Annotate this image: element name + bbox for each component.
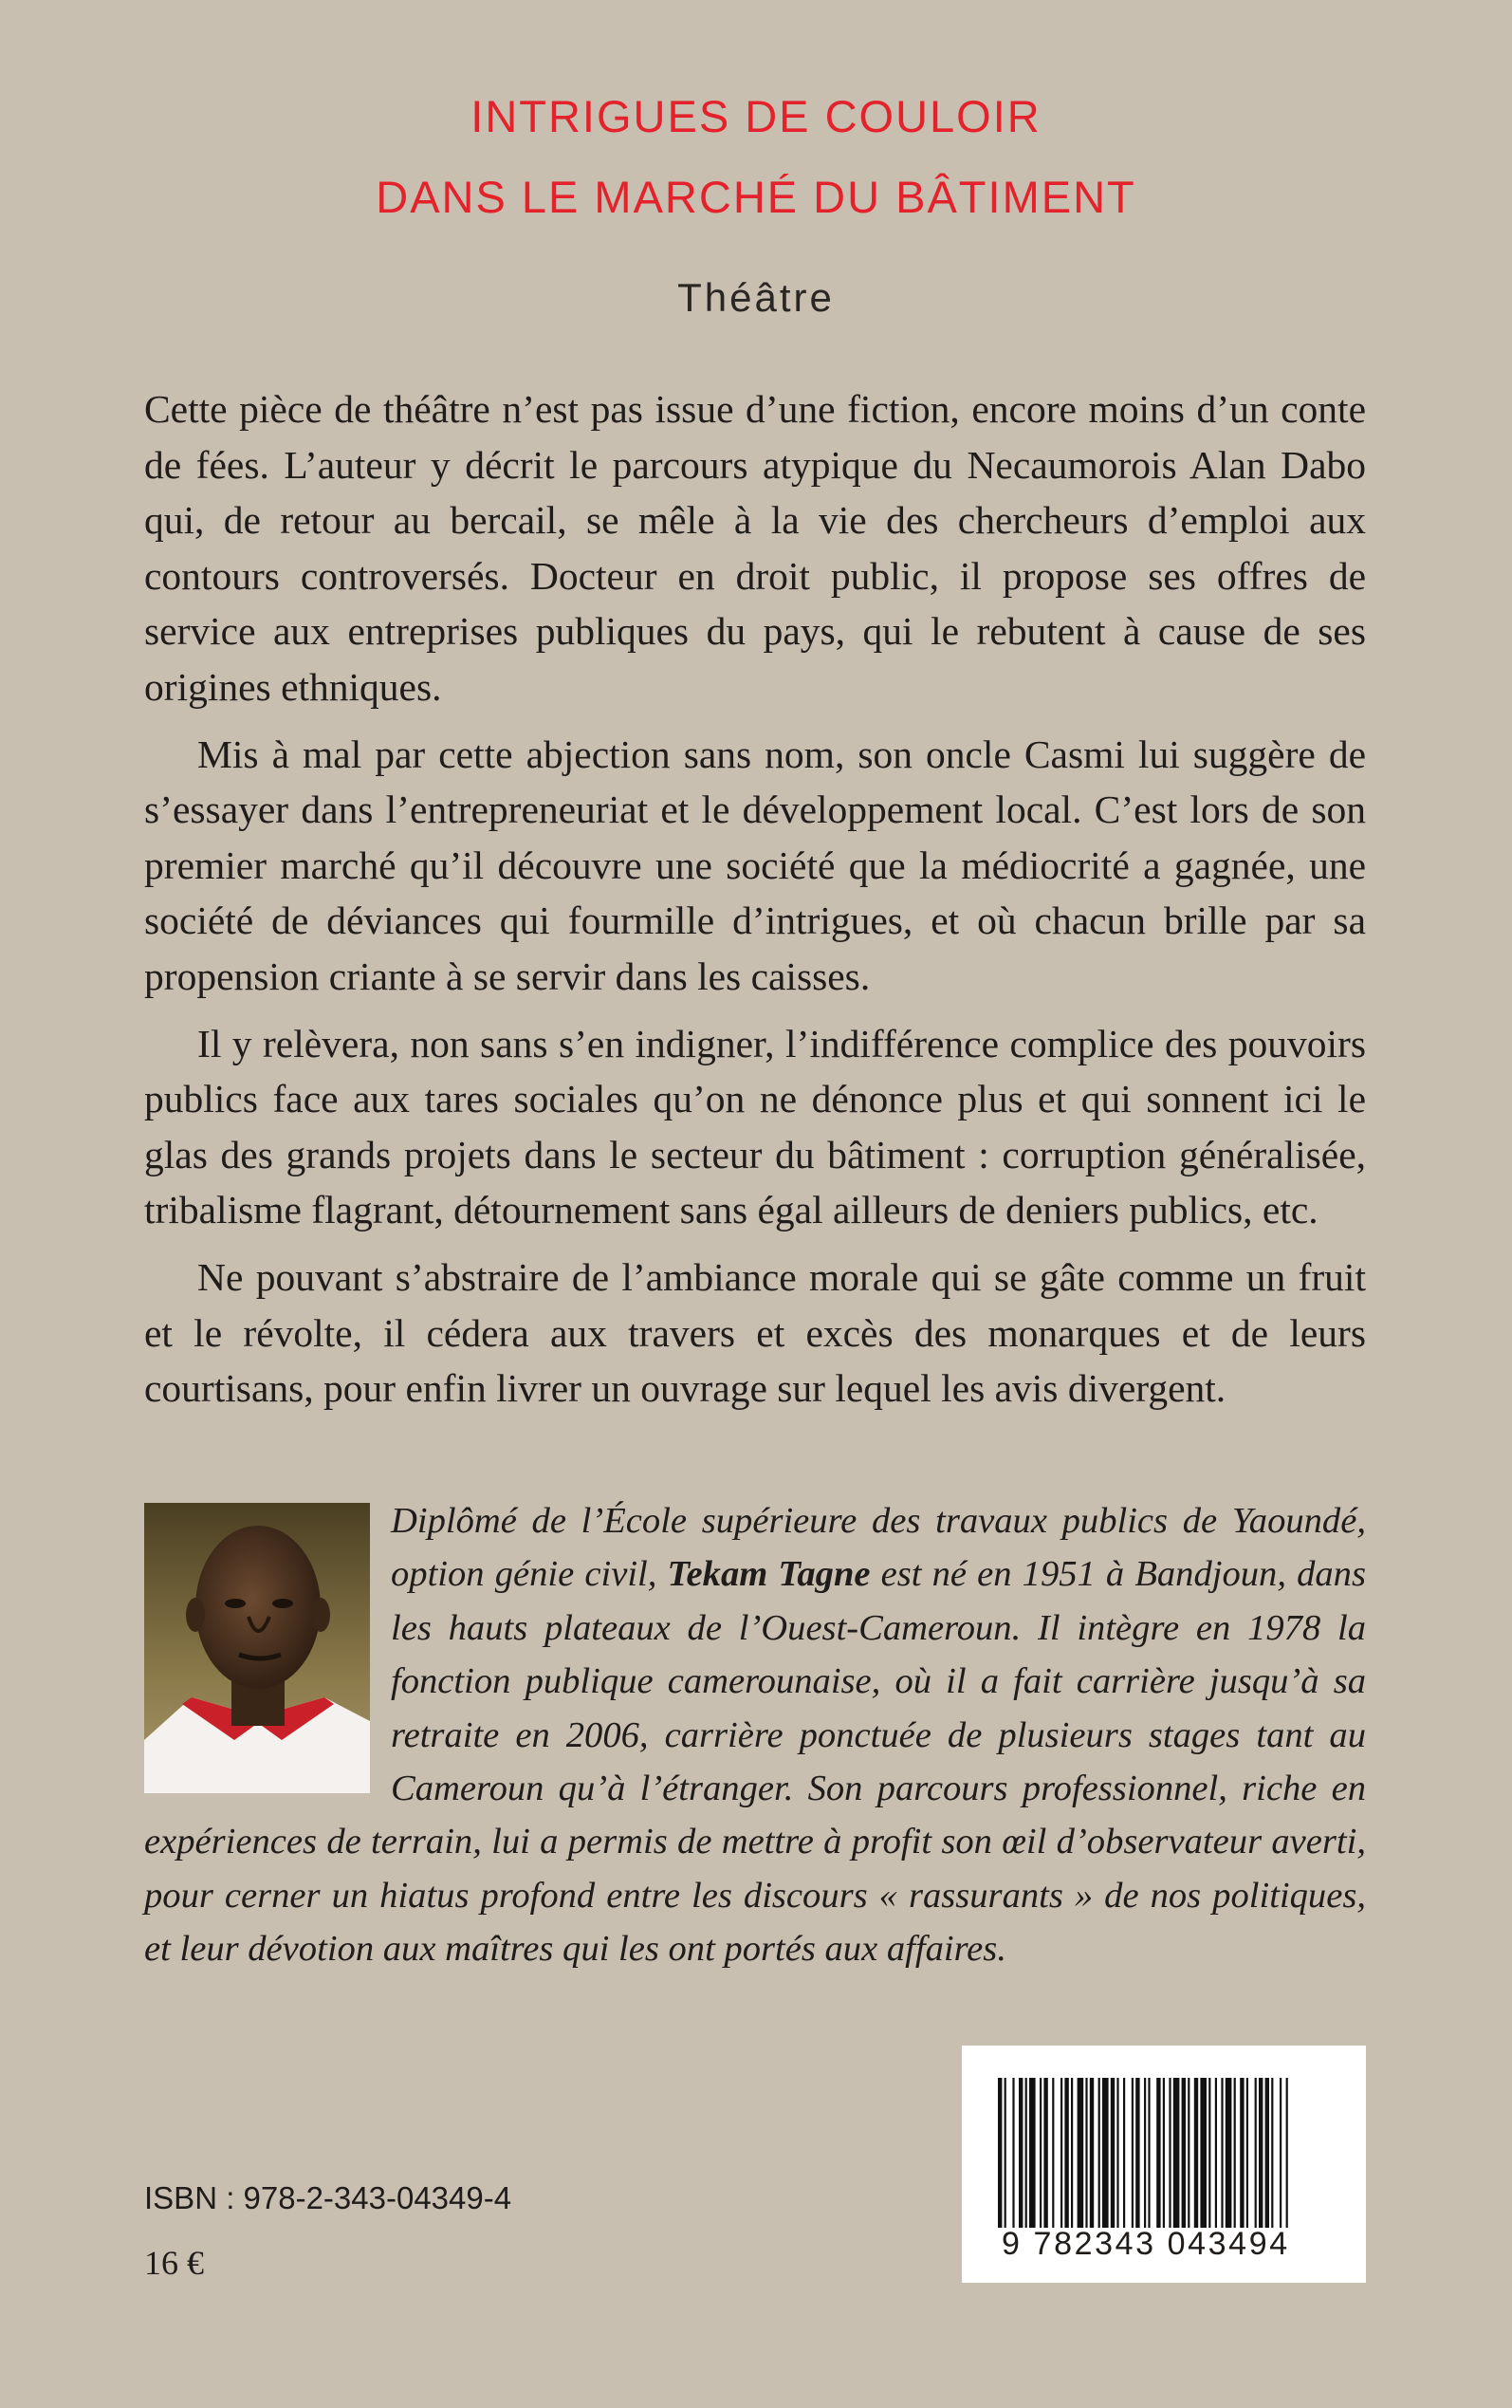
barcode-bar [1111,2078,1115,2228]
barcode-bar [1226,2078,1232,2228]
barcode-bar [1200,2078,1207,2228]
barcode-bar [1064,2078,1068,2228]
barcode-bar [1005,2078,1006,2228]
barcode-bar [1040,2078,1042,2228]
barcode-bar [1116,2078,1118,2228]
barcode-bar [1052,2078,1054,2228]
barcode-bar [1169,2078,1171,2228]
barcode-bar [1246,2078,1248,2228]
barcode-bar [1208,2078,1210,2228]
bio-rest: est né en 1951 à Bandjoun, dans les hauts plateaux de l’Ouest-Cameroun. Il intègre en 1978 la fonction publique camerounaise, où il a fait carrière jusqu’à sa retraite en 2006, carrière ponctuée de plusieurs stages tant au Cameroun qu’à l’étranger. Son parcours professionnel, riche en expériences de terrain, lui a permis de mettre à profit son œil d’observateur averti, pour cerner un hiatus profond entre les discours « rassurants » de nos politiques, et leur dévotion aux maîtres qui les ont portés aux affaires. [144,1554,1366,1970]
barcode-bar [1144,2078,1146,2228]
barcode-bar [1132,2078,1134,2228]
barcode-bar [1188,2078,1189,2228]
barcode-bar [1071,2078,1073,2228]
barcode-bar [1271,2078,1273,2228]
barcode-bar [1265,2078,1269,2228]
barcode-bar [1182,2078,1186,2228]
barcode-bar [1259,2078,1263,2228]
bio-intro: Diplômé de l’École supérieure des travaux publics de Yaoundé, option génie civil, [391,1501,1366,1595]
barcode-bar [1255,2078,1257,2228]
barcode-bar [1156,2078,1160,2228]
barcode-bar [998,2078,1002,2228]
barcode-bar [1029,2078,1036,2228]
barcode-bar [1163,2078,1165,2228]
barcode-bar [1280,2078,1282,2228]
summary-paragraph-2: Mis à mal par cette abjection sans nom, son oncle Casmi lui suggère de s’essayer dans l’entrepreneuriat et le développement local. C’est lors de son premier marché qu’il découvre une société que la médiocrité a gagnée, une société de déviances qui fourmille d’intrigues, et où chacun brille par sa propension criante à se servir dans les caisses. [144,732,1366,998]
barcode-bar [1286,2078,1288,2228]
barcode-bar [1135,2078,1139,2228]
summary-paragraph-4: Ne pouvant s’abstraire de l’ambiance morale qui se gâte comme un fruit et le révolte, il cédera aux travers et excès des monarques et de leurs courtisans, pour enfin livrer un ouvrage sur lequel les avis divergent. [144,1254,1366,1411]
barcode-bar [1234,2078,1236,2228]
barcode-bar [1194,2078,1198,2228]
barcode-bar [1148,2078,1150,2228]
barcode-bar [1019,2078,1023,2228]
barcode-bar [1215,2078,1217,2228]
barcode-bar [1078,2078,1084,2228]
summary-paragraph-1: Cette pièce de théâtre n’est pas issue d’une fiction, encore moins d’un conte de fées. L’auteur y décrit le parcours atypique du Necaumorois Alan Dabo qui, de retour au bercail, se mêle à la vie des chercheurs d’emploi aux contours controversés. Docteur en droit public, il propose ses offres de service aux entreprises publiques du pays, qui le rebutent à cause de ses origines ethniques. [144,387,1366,709]
summary-text [144,381,1366,1417]
author-bio [144,1494,1366,1976]
barcode-bar [1123,2078,1125,2228]
barcode-number: 9 782343 043494 [1002,2226,1290,2262]
barcode-bar [1043,2078,1047,2228]
isbn-text: ISBN : 978-2-343-04349-4 [144,2180,512,2215]
barcode-bar [1098,2078,1100,2228]
barcode-bar [1090,2078,1094,2228]
photo-spacer [144,1494,391,1815]
barcode-bar [1025,2078,1027,2228]
barcode-bar [1173,2078,1180,2228]
summary-paragraph-3: Il y relèvera, non sans s’en indigner, l’indifférence complice des pouvoirs publics face aux tares sociales qu’on ne dénonce plus et qui sonnent ici le glas des grands projets dans le secteur du bâtiment : corruption généralisée, tribalisme flagrant, détournement sans égal ailleurs de deniers publics, etc. [144,1021,1366,1232]
price-text: 16 € [144,2244,204,2282]
barcode-bar [1012,2078,1014,2228]
barcode [962,2046,1366,2283]
barcode-bar [1102,2078,1109,2228]
barcode-bar [1060,2078,1062,2228]
barcode-bar [1085,2078,1087,2228]
author-name: Tekam Tagne [667,1554,871,1595]
barcode-bar [1221,2078,1223,2228]
book-title-line-1: INTRIGUES DE COULOIR [470,91,1042,141]
genre-label: Théâtre [677,275,835,320]
book-title-line-2: DANS LE MARCHÉ DU BÂTIMENT [376,172,1136,222]
barcode-bar [1240,2078,1244,2228]
barcode-bars [994,2078,1336,2228]
